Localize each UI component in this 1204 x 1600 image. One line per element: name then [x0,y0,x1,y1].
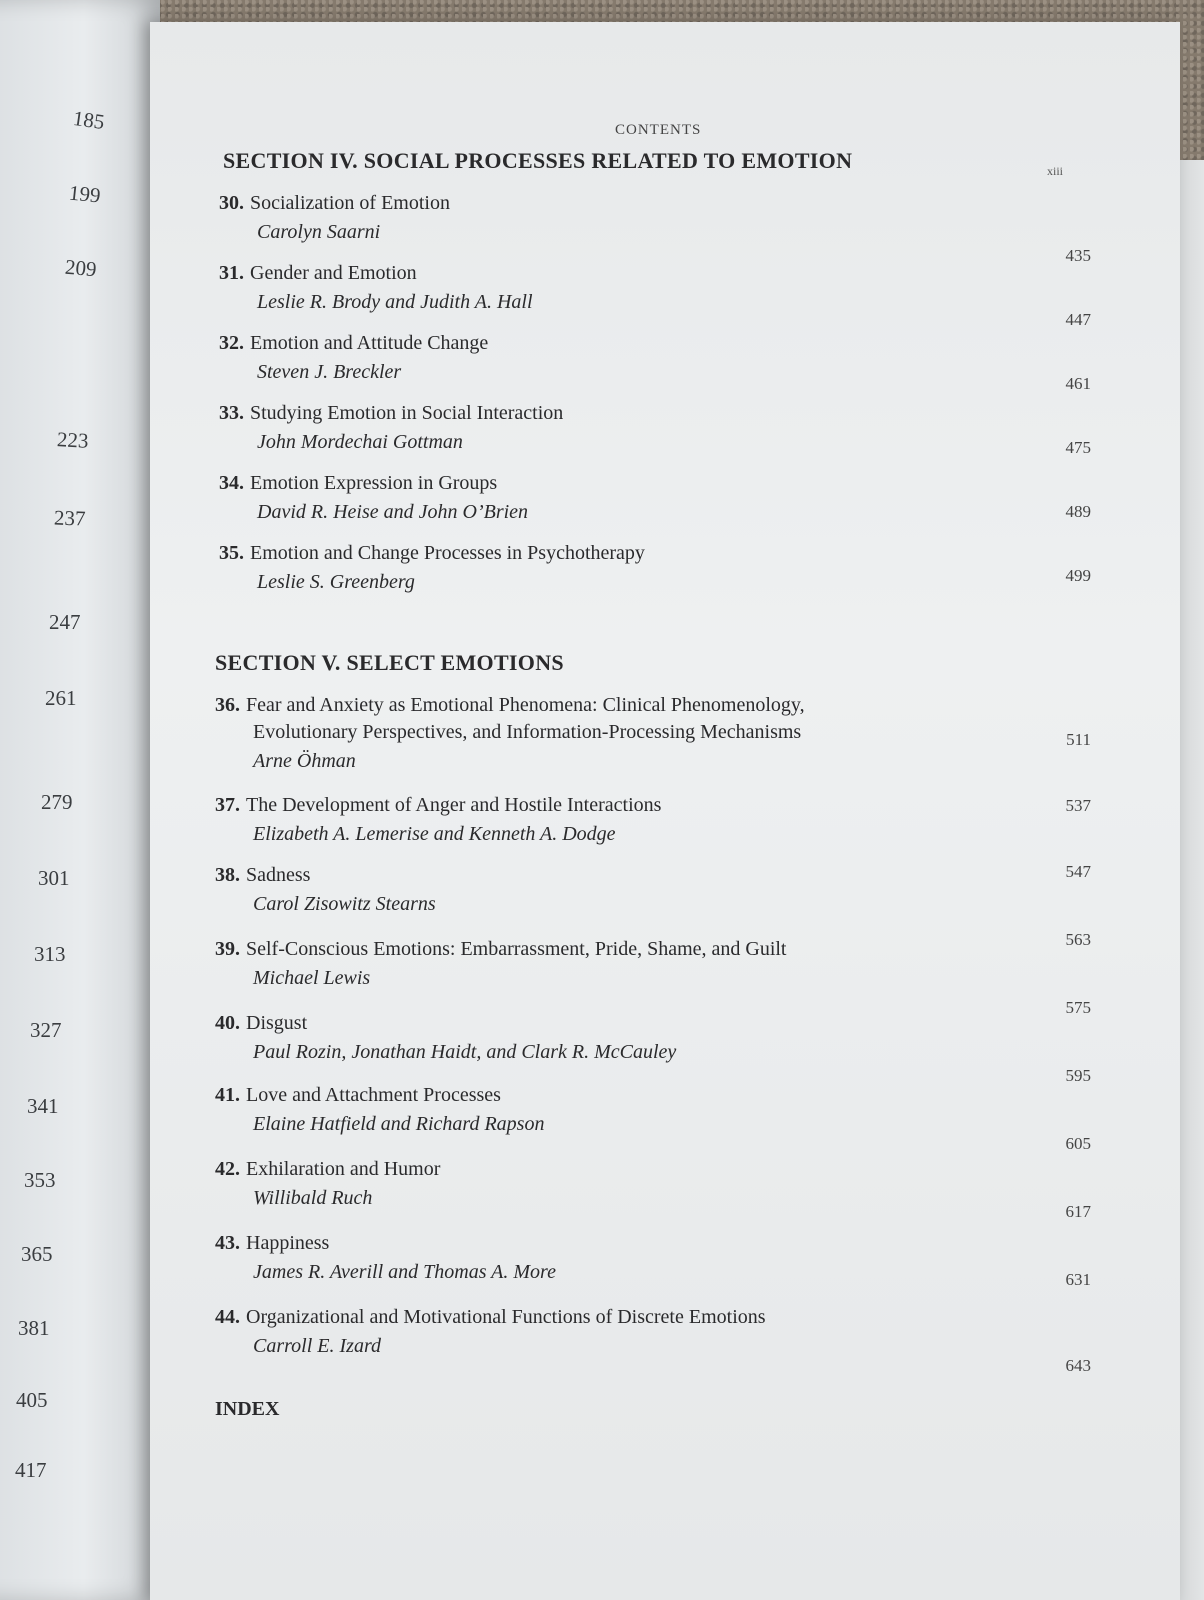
toc-entry [219,260,919,317]
entry-title [215,1230,915,1257]
left-page-number: 301 [38,866,70,890]
toc-entry [215,1082,915,1139]
entry-author: Carolyn Saarni [257,221,381,243]
left-page-number: 313 [34,942,66,966]
left-page-number: 209 [64,254,98,282]
entry-page-number: 489 [1065,502,1091,521]
left-page-number: 279 [41,790,73,814]
entry-author: Leslie R. Brody and Judith A. Hall [257,291,533,313]
entry-page-number: 605 [1065,1134,1091,1153]
toc-entry [219,470,919,527]
entry-title [215,862,915,889]
entry-title [215,792,915,819]
toc-entry [215,1230,915,1287]
entry-author: Michael Lewis [253,967,371,989]
entry-page-number: 563 [1065,930,1091,949]
entry-title [219,400,919,427]
toc-entry [219,190,919,247]
entry-title [215,1010,915,1037]
entry-page-number: 447 [1065,310,1091,329]
entry-author: David R. Heise and John O’Brien [257,501,529,523]
toc-entry [215,936,915,993]
entry-author: Elaine Hatfield and Richard Rapson [253,1113,545,1135]
toc-entry [215,862,915,919]
entry-author: Carol Zisowitz Stearns [253,893,436,915]
entry-title-continuation: Evolutionary Perspectives, and Information-Processing Mechanisms [253,721,802,743]
entry-number: 32. [219,332,244,354]
entry-title-text: Fear and Anxiety as Emotional Phenomena: Clinical Phenomenology, [246,694,805,716]
toc-entry [219,540,919,597]
entry-page-number: 499 [1065,566,1091,585]
entry-page-number: 511 [1066,730,1091,749]
contents-listing [215,118,1115,1438]
entry-author: Willibald Ruch [253,1187,373,1209]
left-page-number: 327 [30,1018,62,1042]
left-page-number: 381 [18,1316,50,1340]
entry-author: Steven J. Breckler [257,361,402,383]
entry-title-text: Studying Emotion in Social Interaction [250,402,564,424]
toc-entry [215,692,915,776]
left-page-number: 341 [27,1094,59,1118]
entry-number: 43. [215,1232,240,1254]
entry-title-text: Emotion and Change Processes in Psychotherapy [250,542,645,564]
toc-entry [215,1156,915,1213]
toc-entry [215,792,915,849]
entry-page-number: 461 [1065,374,1091,393]
entry-page-number: 575 [1065,998,1091,1017]
entry-page-number: 547 [1065,862,1091,881]
left-page-number: 199 [67,180,102,208]
entry-number: 39. [215,938,240,960]
entry-author: Elizabeth A. Lemerise and Kenneth A. Dodge [253,823,616,845]
entry-author: Arne Öhman [253,750,356,772]
toc-entry [219,400,919,457]
entry-number: 37. [215,794,240,816]
entry-title [215,1156,915,1183]
entry-title [215,692,915,719]
entry-number: 34. [219,472,244,494]
entry-number: 38. [215,864,240,886]
entry-title-text: Disgust [246,1012,308,1034]
entry-page-number: 435 [1065,246,1091,265]
entry-author: James R. Averill and Thomas A. More [253,1261,556,1283]
toc-entry [215,1010,915,1067]
left-page-number: 261 [45,686,77,710]
entry-author: Paul Rozin, Jonathan Haidt, and Clark R. McCauley [253,1041,677,1063]
entry-title-text: The Development of Anger and Hostile Interactions [246,794,662,816]
entry-title-text: Self-Conscious Emotions: Embarrassment, Pride, Shame, and Guilt [246,938,787,960]
left-page-number: 223 [56,427,90,453]
entry-title [215,1082,915,1109]
entry-number: 36. [215,694,240,716]
left-page-number: 365 [21,1242,53,1266]
entry-number: 35. [219,542,244,564]
entry-title [219,190,919,217]
entry-title [215,1304,915,1331]
section-title: SECTION V. SELECT EMOTIONS [215,650,564,675]
entry-title [219,260,919,287]
folio: xiii [1047,164,1064,178]
entry-title-text: Sadness [246,864,311,886]
entry-title [215,936,915,963]
entry-page-number: 595 [1065,1066,1091,1085]
entry-title [219,330,919,357]
entry-author: John Mordechai Gottman [257,431,463,453]
entry-page-number: 631 [1065,1270,1091,1289]
entry-title [219,540,919,567]
entry-title-text: Socialization of Emotion [250,192,450,214]
entry-title-text: Emotion and Attitude Change [250,332,489,354]
left-page-number: 247 [49,610,81,634]
entry-title-text: Gender and Emotion [250,262,417,284]
entry-page-number: 475 [1065,438,1091,457]
entry-title [219,470,919,497]
entry-title-text: Exhilaration and Humor [246,1158,441,1180]
entry-title-text: Organizational and Motivational Functions of Discrete Emotions [246,1306,766,1328]
entry-title-text: Happiness [246,1232,330,1254]
index-page-number: 643 [1065,1356,1091,1375]
entry-page-number: 617 [1065,1202,1091,1221]
toc-entry [215,1304,915,1361]
entry-title-text: Love and Attachment Processes [246,1084,501,1106]
entry-number: 42. [215,1158,240,1180]
entry-title-text: Emotion Expression in Groups [250,472,498,494]
entry-number: 30. [219,192,244,214]
toc-entry [219,330,919,387]
entry-number: 40. [215,1012,240,1034]
section-title: SECTION IV. SOCIAL PROCESSES RELATED TO EMOTION [223,148,853,173]
left-page-number: 417 [15,1458,47,1482]
entry-author: Leslie S. Greenberg [257,571,415,593]
left-page-number: 237 [53,505,86,531]
left-page-number: 405 [16,1388,48,1412]
entry-page-number: 537 [1065,796,1091,815]
entry-number: 31. [219,262,244,284]
left-page-number: 353 [24,1168,56,1192]
entry-number: 41. [215,1084,240,1106]
index-label: INDEX [215,1398,280,1420]
left-page [0,0,160,1600]
running-head: CONTENTS [615,122,702,138]
entry-number: 44. [215,1306,240,1328]
left-page-number: 185 [71,105,107,135]
entry-author: Carroll E. Izard [253,1335,381,1357]
entry-number: 33. [219,402,244,424]
